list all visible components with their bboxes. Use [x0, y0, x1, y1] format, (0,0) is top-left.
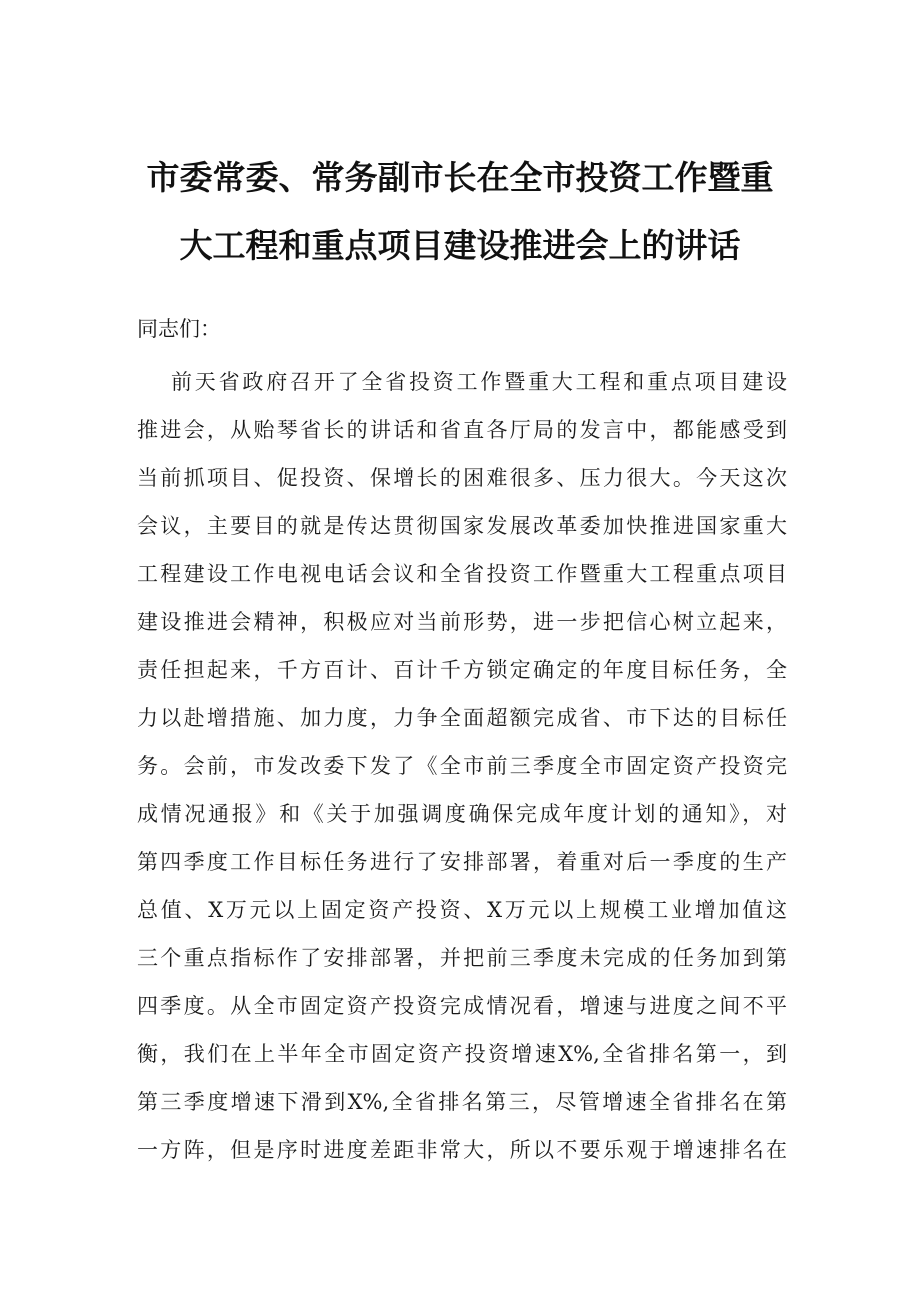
body-line: 第三季度增速下滑到X%,全省排名第三，尽管增速全省排名在第 — [137, 1090, 787, 1114]
body-line: 三个重点指标作了安排部署，并把前三季度未完成的任务加到第 — [137, 946, 787, 970]
body-line: 四季度。从全市固定资产投资完成情况看，增速与进度之间不平 — [137, 994, 787, 1018]
body-line: 衡，我们在上半年全市固定资产投资增速X%,全省排名第一，到 — [137, 1042, 787, 1066]
body-line: 会议，主要目的就是传达贯彻国家发展改革委加快推进国家重大 — [137, 514, 787, 538]
body-line: 务。会前，市发改委下发了《全市前三季度全市固定资产投资完 — [137, 754, 787, 778]
body-line: 力以赴增措施、加力度，力争全面超额完成省、市下达的目标任 — [137, 706, 787, 730]
salutation: 同志们： — [137, 317, 221, 341]
body-line: 推进会，从贻琴省长的讲话和省直各厅局的发言中，都能感受到 — [137, 418, 787, 442]
body-line: 总值、X万元以上固定资产投资、X万元以上规模工业增加值这 — [137, 898, 787, 922]
body-line: 一方阵，但是序时进度差距非常大，所以不要乐观于增速排名在 — [137, 1138, 787, 1162]
body-line: 前天省政府召开了全省投资工作暨重大工程和重点项目建设 — [171, 370, 787, 394]
body-line: 建设推进会精神，积极应对当前形势，进一步把信心树立起来， — [137, 610, 787, 634]
body-line: 工程建设工作电视电话会议和全省投资工作暨重大工程重点项目 — [137, 562, 787, 586]
body-line: 第四季度工作目标任务进行了安排部署，着重对后一季度的生产 — [137, 850, 787, 874]
document-title-line-2: 大工程和重点项目建设推进会上的讲话 — [179, 226, 741, 265]
body-line: 责任担起来，千方百计、百计千方锁定确定的年度目标任务，全 — [137, 658, 787, 682]
body-line: 成情况通报》和《关于加强调度确保完成年度计划的通知》，对 — [137, 802, 787, 826]
document-title-line-1: 市委常委、常务副市长在全市投资工作暨重 — [146, 158, 774, 197]
body-line: 当前抓项目、促投资、保增长的困难很多、压力很大。今天这次 — [137, 466, 787, 490]
